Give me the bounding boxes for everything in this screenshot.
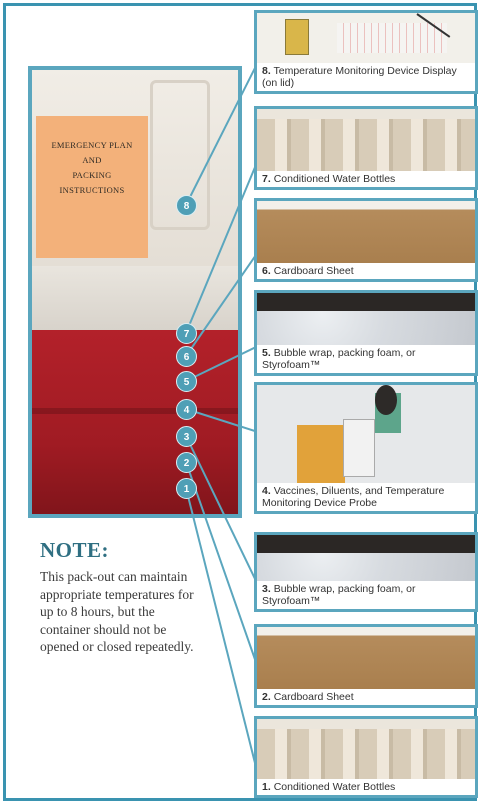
vaccine-box-white	[343, 419, 375, 477]
layer-label-5: Bubble wrap, packing foam, or Styrofoam™	[262, 347, 416, 371]
layer-caption-1	[257, 779, 475, 795]
layer-label-2: Cardboard Sheet	[273, 691, 354, 703]
layer-number-3: 3.	[262, 583, 271, 595]
layer-number-5: 5.	[262, 347, 271, 359]
layer-caption-2	[257, 689, 475, 705]
layer-number-1: 1.	[262, 781, 271, 793]
monitoring-device	[285, 19, 309, 55]
layer-photo-1	[257, 719, 475, 779]
display-grid	[337, 23, 447, 53]
layer-panel-5	[254, 290, 478, 376]
badge-3: 3	[176, 426, 197, 447]
layer-label-3: Bubble wrap, packing foam, or Styrofoam™	[262, 583, 416, 607]
badge-6: 6	[176, 346, 197, 367]
layer-panel-7	[254, 106, 478, 190]
layer-caption-5	[257, 345, 475, 373]
layer-label-1: Conditioned Water Bottles	[273, 781, 396, 793]
sign-line-1: EMERGENCY PLAN	[51, 140, 133, 150]
layer-panel-1	[254, 716, 478, 798]
badge-5: 5	[176, 371, 197, 392]
leader-line-5	[186, 346, 258, 381]
layer-caption-7	[257, 171, 475, 187]
layer-caption-4	[257, 483, 475, 511]
layer-label-6: Cardboard Sheet	[273, 265, 354, 277]
layer-panel-2	[254, 624, 478, 708]
layer-caption-6	[257, 263, 475, 279]
layer-photo-4	[257, 385, 475, 483]
sign-line-2: AND	[82, 155, 102, 165]
layer-panel-3	[254, 532, 478, 612]
layer-caption-3	[257, 581, 475, 609]
sign-line-3: PACKING	[72, 170, 112, 180]
vaccine-box-orange	[297, 425, 345, 483]
layer-label-4: Vaccines, Diluents, and Temperature Monitoring Device Probe	[262, 485, 445, 509]
layer-caption-8	[257, 63, 475, 91]
layer-panel-4	[254, 382, 478, 514]
layer-number-2: 2.	[262, 691, 271, 703]
note-text: This pack-out can maintain appropriate temperatures for up to 8 hours, but the container should not be opened or closed repeatedly.	[40, 569, 194, 654]
badge-1: 1	[176, 478, 197, 499]
leader-line-4	[186, 409, 258, 432]
layer-photo-2	[257, 627, 475, 689]
layer-photo-6	[257, 201, 475, 263]
layer-number-6: 6.	[262, 265, 271, 277]
layer-photo-5	[257, 293, 475, 345]
layer-photo-8	[257, 13, 475, 63]
temperature-probe	[375, 385, 397, 415]
layer-panel-8	[254, 10, 478, 94]
badge-7: 7	[176, 323, 197, 344]
sign-line-4: INSTRUCTIONS	[59, 185, 125, 195]
layer-label-7: Conditioned Water Bottles	[273, 173, 396, 185]
layer-panel-6	[254, 198, 478, 282]
badge-8: 8	[176, 195, 197, 216]
layer-number-7: 7.	[262, 173, 271, 185]
badge-4: 4	[176, 399, 197, 420]
leader-line-7	[186, 160, 258, 333]
layer-label-8: Temperature Monitoring Device Display (on lid)	[262, 65, 457, 89]
layer-number-8: 8.	[262, 65, 271, 77]
layer-photo-3	[257, 535, 475, 581]
layer-photo-7	[257, 109, 475, 171]
note-title: NOTE:	[40, 538, 110, 562]
leader-line-6	[186, 252, 258, 356]
layer-number-4: 4.	[262, 485, 271, 497]
badge-2: 2	[176, 452, 197, 473]
